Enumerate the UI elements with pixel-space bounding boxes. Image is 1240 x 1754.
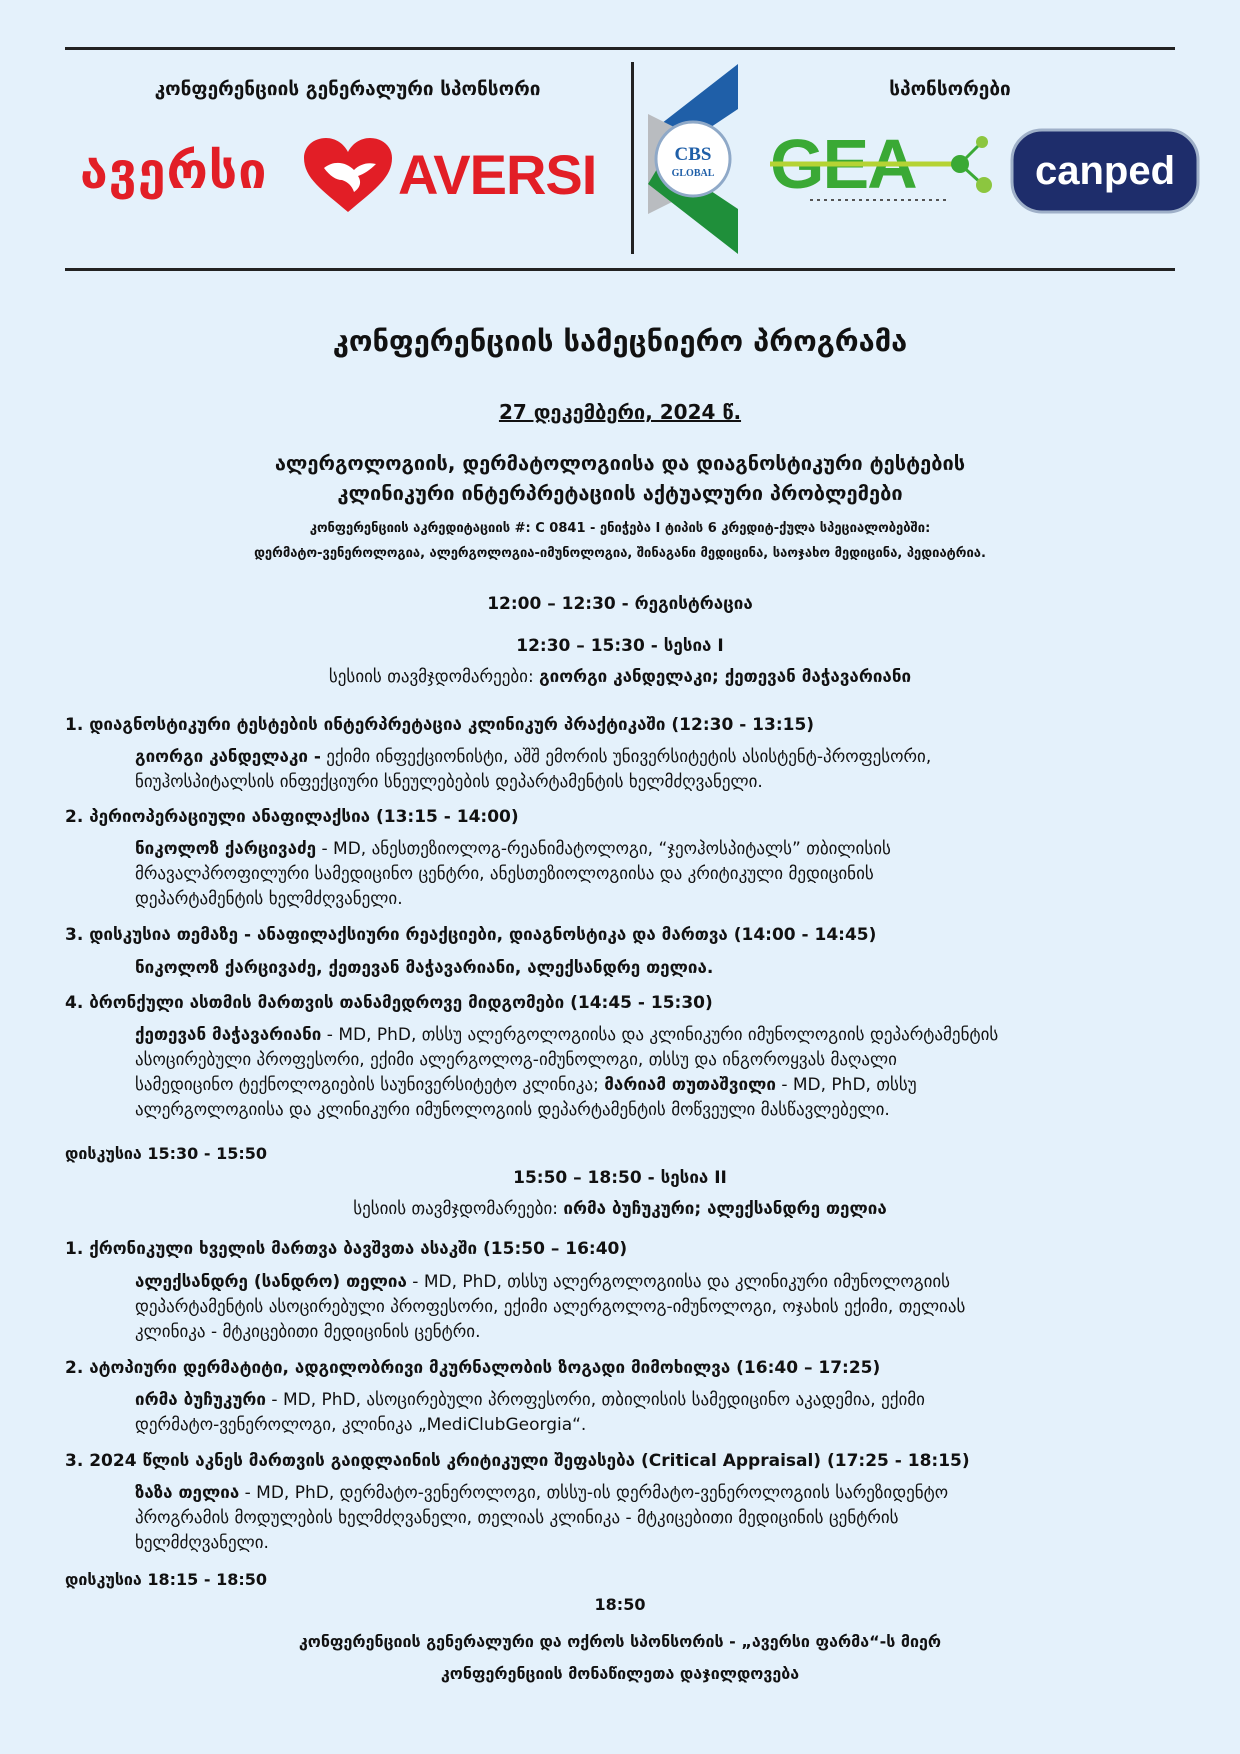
speaker-bio-line: - MD, ანესთეზიოლოგ-რეანიმატოლოგი, “ჯეოჰოსპიტალს” თბილისის	[316, 839, 891, 859]
header-divider	[631, 62, 634, 254]
session-2-item-2-body	[135, 1388, 1195, 1438]
speaker-name: ზაზა თელია	[135, 1483, 240, 1503]
speaker-bio-line: დეპარტამენტის ხელმძღვანელი.	[135, 889, 403, 909]
speaker-name: ნიკოლოზ ქარცივაძე	[135, 839, 317, 859]
accreditation-info	[0, 516, 1240, 566]
session-1-chairs	[0, 667, 1240, 687]
session-1-item-3-title: 3. დისკუსია თემაზე - ანაფილაქსიური რეაქციები, დიაგნოსტიკა და მართვა (14:00 - 14:45)	[65, 925, 877, 945]
aversi-logo	[80, 138, 620, 218]
conference-date	[0, 400, 1240, 424]
speaker-bio-line: - MD, PhD, თსსუ ალერგოლოგიისა და კლინიკური იმუნოლოგიის	[406, 1272, 951, 1292]
closing-line-1: კონფერენციის გენერალური და ოქროს სპონსორის - „ავერსი ფარმა“-ს მიერ	[298, 1632, 942, 1651]
gea-logo-text: GEA	[770, 128, 916, 203]
speaker-bio-line: დეპარტამენტის ასოცირებული პროფესორი, ექიმი ალერგოლოგ-იმუნოლოგი, ოჯახის ექიმი, თელიას	[135, 1297, 966, 1317]
speaker-name: ირმა ბუჩუკური	[135, 1390, 266, 1410]
general-sponsor-label: კონფერენციის გენერალური სპონსორი	[154, 78, 541, 100]
speaker-bio-line: ხელმძღვანელი.	[135, 1533, 269, 1553]
accreditation-line-1: კონფერენციის აკრედიტაციის #: C 0841 - ენიჭება I ტიპის 6 კრედიტ-ქულა სპეციალობებში:	[309, 521, 931, 536]
speaker-name: ალექსანდრე (სანდრო) თელია	[135, 1272, 407, 1292]
registration-time: 12:00 – 12:30 - რეგისტრაცია	[487, 594, 753, 614]
session-2-chairs	[0, 1199, 1240, 1219]
speaker-name: მარიამ თუთაშვილი	[604, 1075, 776, 1095]
gea-logo	[770, 128, 1000, 208]
cbs-logo-subtext: GLOBAL	[671, 168, 715, 179]
speaker-bio-line: ნიუჰოსპიტალსის ინფექციური სნეულებების დეპარტამენტის ხელმძღვანელი.	[135, 772, 763, 792]
conference-subtitle	[0, 448, 1240, 508]
accreditation-line-2: დერმატო-ვენეროლოგია, ალერგოლოგია-იმუნოლოგია, შინაგანი მედიცინა, საოჯახო მედიცინა, პედიატრია.	[254, 546, 986, 561]
closing-time: 18:50	[594, 1595, 646, 1614]
aversi-logo-ka: ავერსი	[80, 142, 268, 200]
closing-line-2: კონფერენციის მონაწილეთა დაჯილდოვება	[440, 1664, 800, 1683]
session-2-discussion: დისკუსია 18:15 - 18:50	[65, 1570, 267, 1589]
session-1-item-1-title: 1. დიაგნოსტიკური ტესტების ინტერპრეტაცია კლინიკურ პრაქტიკაში (12:30 - 13:15)	[65, 715, 815, 735]
speaker-bio-line: მრავალპროფილური სამედიცინო ცენტრი, ანესთეზიოლოგიისა და კრიტიკული მედიცინის	[135, 864, 874, 884]
session-1-item-1-body	[135, 745, 1195, 795]
speaker-bio-line: - MD, PhD, თსსუ	[775, 1075, 917, 1095]
session-2-item-1-body	[135, 1270, 1195, 1345]
top-rule	[65, 47, 1175, 50]
speaker-bio-line: ექიმი ინფექციონისტი, აშშ ემორის უნივერსიტეტის ასისტენტ-პროფესორი,	[320, 747, 932, 767]
speaker-bio-line: - MD, PhD, დერმატო-ვენეროლოგი, თსსუ-ის დერმატო-ვენეროლოგიის სარეზიდენტო	[239, 1483, 949, 1503]
session-1-item-3-speakers: ნიკოლოზ ქარცივაძე, ქეთევან მაჭავარიანი, ალექსანდრე თელია.	[135, 958, 714, 978]
session-2-item-1-title: 1. ქრონიკული ხველის მართვა ბავშვთა ასაკში (15:50 – 16:40)	[65, 1239, 628, 1259]
session-1-chairs-label: სესიის თავმჯდომარეები:	[328, 667, 534, 687]
subtitle-line-2: კლინიკური ინტერპრეტაციის აქტუალური პრობლემები	[337, 481, 903, 505]
speaker-bio-line: ასოცირებული პროფესორი, ექიმი ალერგოლოგ-იმუნოლოგი, თსსუ და ინგოროყვას მაღალი	[135, 1050, 897, 1070]
session-2-heading: 15:50 – 18:50 - სესია II	[513, 1168, 727, 1188]
conference-date-text: 27 დეკემბერი, 2024 წ.	[498, 400, 742, 424]
speaker-bio-line: კლინიკა - მტკიცებითი მედიცინის ცენტრი.	[135, 1322, 481, 1342]
session-1-item-2-body	[135, 837, 1195, 912]
speaker-name: ქეთევან მაჭავარიანი	[135, 1025, 322, 1045]
session-2-chairs-label: სესიის თავმჯდომარეები:	[353, 1199, 558, 1219]
session-2-item-3-body	[135, 1481, 1195, 1556]
heart-dove-icon	[302, 138, 394, 214]
session-1-chairs-names: გიორგი კანდელაკი; ქეთევან მაჭავარიანი	[539, 667, 912, 687]
canped-logo	[1010, 128, 1200, 214]
session-1-discussion: დისკუსია 15:30 - 15:50	[65, 1144, 267, 1163]
speaker-bio-line: ალერგოლოგიისა და კლინიკური იმუნოლოგიის დეპარტამენტის მოწვეული მასწავლებელი.	[135, 1100, 890, 1120]
session-2-chairs-names: ირმა ბუჩუკური; ალექსანდრე თელია	[563, 1199, 887, 1219]
canped-logo-text: canped	[1034, 149, 1176, 193]
page-title: კონფერენციის სამეცნიერო პროგრამა	[332, 324, 908, 358]
session-1-heading: 12:30 – 15:30 - სესია I	[516, 636, 724, 656]
bottom-rule	[65, 268, 1175, 271]
session-1-item-4-body	[135, 1023, 1195, 1123]
cbs-global-logo	[648, 64, 758, 254]
sponsors-label: სპონსორები	[889, 78, 1011, 100]
speaker-bio-line: - MD, PhD, ასოცირებული პროფესორი, თბილისის სამედიცინო აკადემია, ექიმი	[266, 1390, 925, 1410]
cbs-logo-text: CBS	[674, 144, 712, 165]
session-2-item-2-title: 2. ატოპიური დერმატიტი, ადგილობრივი მკურნალობის ზოგადი მიმოხილვა (16:40 – 17:25)	[65, 1358, 881, 1378]
speaker-name: გიორგი კანდელაკი -	[135, 747, 321, 767]
speaker-bio-line: დერმატო-ვენეროლოგი, კლინიკა „MediClubGeorgia“.	[135, 1415, 587, 1435]
session-1-item-2-title: 2. პერიოპერაციული ანაფილაქსია (13:15 - 14:00)	[65, 807, 519, 827]
speaker-bio-line: სამედიცინო ტექნოლოგიების საუნივერსიტეტო კლინიკა;	[135, 1075, 599, 1095]
speaker-bio-line: - MD, PhD, თსსუ ალერგოლოგიისა და კლინიკური იმუნოლოგიის დეპარტამენტის	[321, 1025, 999, 1045]
aversi-logo-en: AVERSI	[398, 143, 597, 206]
speaker-bio-line: პროგრამის მოდულების ხელმძღვანელი, თელიას კლინიკა - მტკიცებითი მედიცინის ცენტრის	[135, 1508, 899, 1528]
session-2-item-3-title: 3. 2024 წლის აკნეს მართვის გაიდლაინის კრიტიკული შეფასება (Critical Appraisal) (17:25 - 18:15)	[65, 1451, 970, 1471]
session-1-item-4-title: 4. ბრონქული ასთმის მართვის თანამედროვე მიდგომები (14:45 - 15:30)	[65, 993, 713, 1013]
subtitle-line-1: ალერგოლოგიის, დერმატოლოგიისა და დიაგნოსტიკური ტესტების	[274, 451, 966, 475]
